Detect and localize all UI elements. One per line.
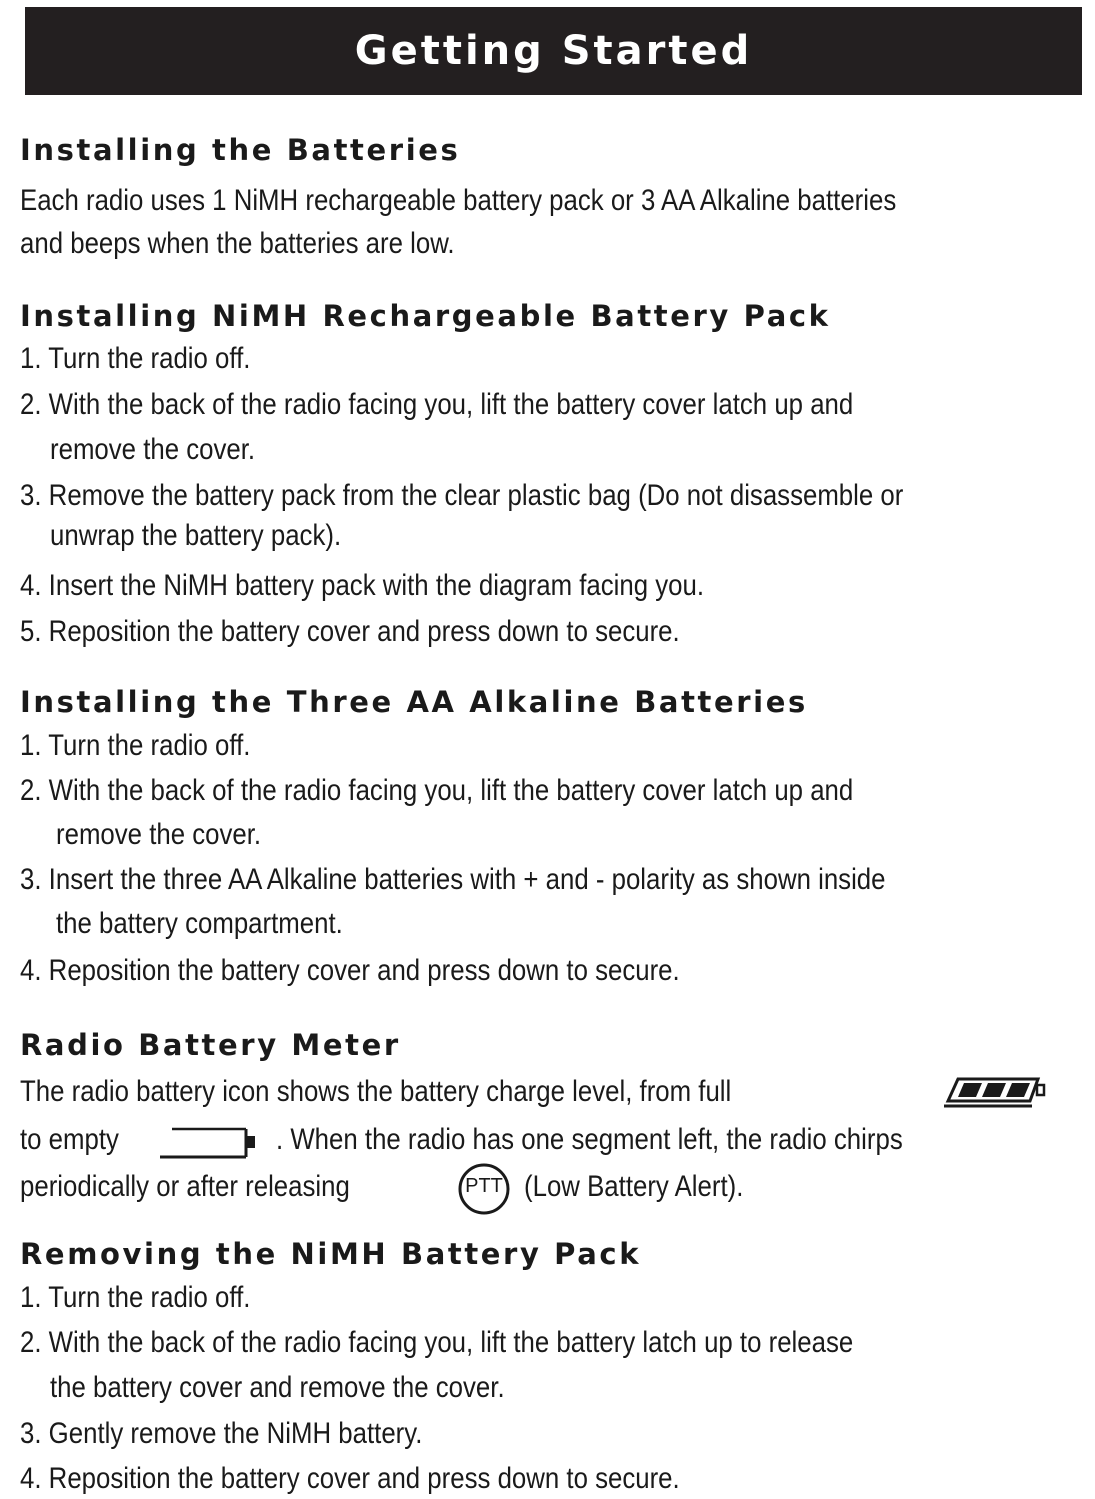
step-line: 5. Reposition the battery cover and press down to secure. (20, 615, 680, 648)
battery-meter-text: The radio battery icon shows the battery charge level, from full (20, 1075, 732, 1108)
ptt-label: PTT (465, 1175, 503, 1197)
paragraph-line: and beeps when the batteries are low. (20, 227, 455, 260)
battery-meter-text: periodically or after releasing (20, 1170, 350, 1203)
step-line: 1. Turn the radio off. (20, 1281, 251, 1314)
step-line-continued: remove the cover. (50, 433, 256, 466)
step-line: 2. With the back of the radio facing you, lift the battery latch up to release (20, 1326, 854, 1359)
step-line-continued: the battery compartment. (56, 907, 343, 940)
battery-meter-line-3b (524, 1172, 743, 1202)
ptt-button-icon (457, 1162, 511, 1216)
paragraph-line: Each radio uses 1 NiMH rechargeable battery pack or 3 AA Alkaline batteries (20, 184, 897, 217)
step-line: 3. Gently remove the NiMH battery. (20, 1417, 423, 1450)
battery-empty-icon (158, 1124, 262, 1167)
step-line-continued: unwrap the battery pack). (50, 519, 342, 552)
battery-meter-line-2b (276, 1125, 903, 1155)
step-line: 4. Insert the NiMH battery pack with the diagram facing you. (20, 569, 705, 602)
title-bar (25, 7, 1082, 95)
step-line: 4. Reposition the battery cover and press down to secure. (20, 1462, 680, 1495)
section-heading-aa-batteries: Installing the Three AA Alkaline Batteries (20, 685, 808, 719)
battery-full-icon (944, 1075, 1048, 1114)
section-heading-battery-meter: Radio Battery Meter (20, 1028, 401, 1062)
step-line: 3. Insert the three AA Alkaline batteries with + and - polarity as shown inside (20, 863, 886, 896)
page-title: Getting Started (354, 28, 753, 74)
step-line: 2. With the back of the radio facing you, lift the battery cover latch up and (20, 388, 854, 421)
step-line: 2. With the back of the radio facing you, lift the battery cover latch up and (20, 774, 854, 807)
step-line-continued: remove the cover. (56, 818, 262, 851)
battery-meter-text: (Low Battery Alert). (524, 1170, 744, 1203)
battery-meter-text: . When the radio has one segment left, the radio chirps (276, 1123, 903, 1156)
battery-meter-text: to empty (20, 1123, 119, 1156)
battery-meter-line-2 (20, 1125, 119, 1155)
step-line-continued: the battery cover and remove the cover. (50, 1371, 505, 1404)
step-line: 4. Reposition the battery cover and press down to secure. (20, 954, 680, 987)
battery-meter-line-3 (20, 1172, 350, 1202)
step-line: 3. Remove the battery pack from the clear plastic bag (Do not disassemble or (20, 479, 904, 512)
section-heading-removing-pack: Removing the NiMH Battery Pack (20, 1237, 642, 1271)
battery-meter-line-1 (20, 1077, 731, 1107)
step-line: 1. Turn the radio off. (20, 342, 251, 375)
step-line: 1. Turn the radio off. (20, 729, 251, 762)
section-heading-nimh-pack: Installing NiMH Rechargeable Battery Pack (20, 299, 831, 333)
section-heading-installing-batteries: Installing the Batteries (20, 133, 461, 167)
